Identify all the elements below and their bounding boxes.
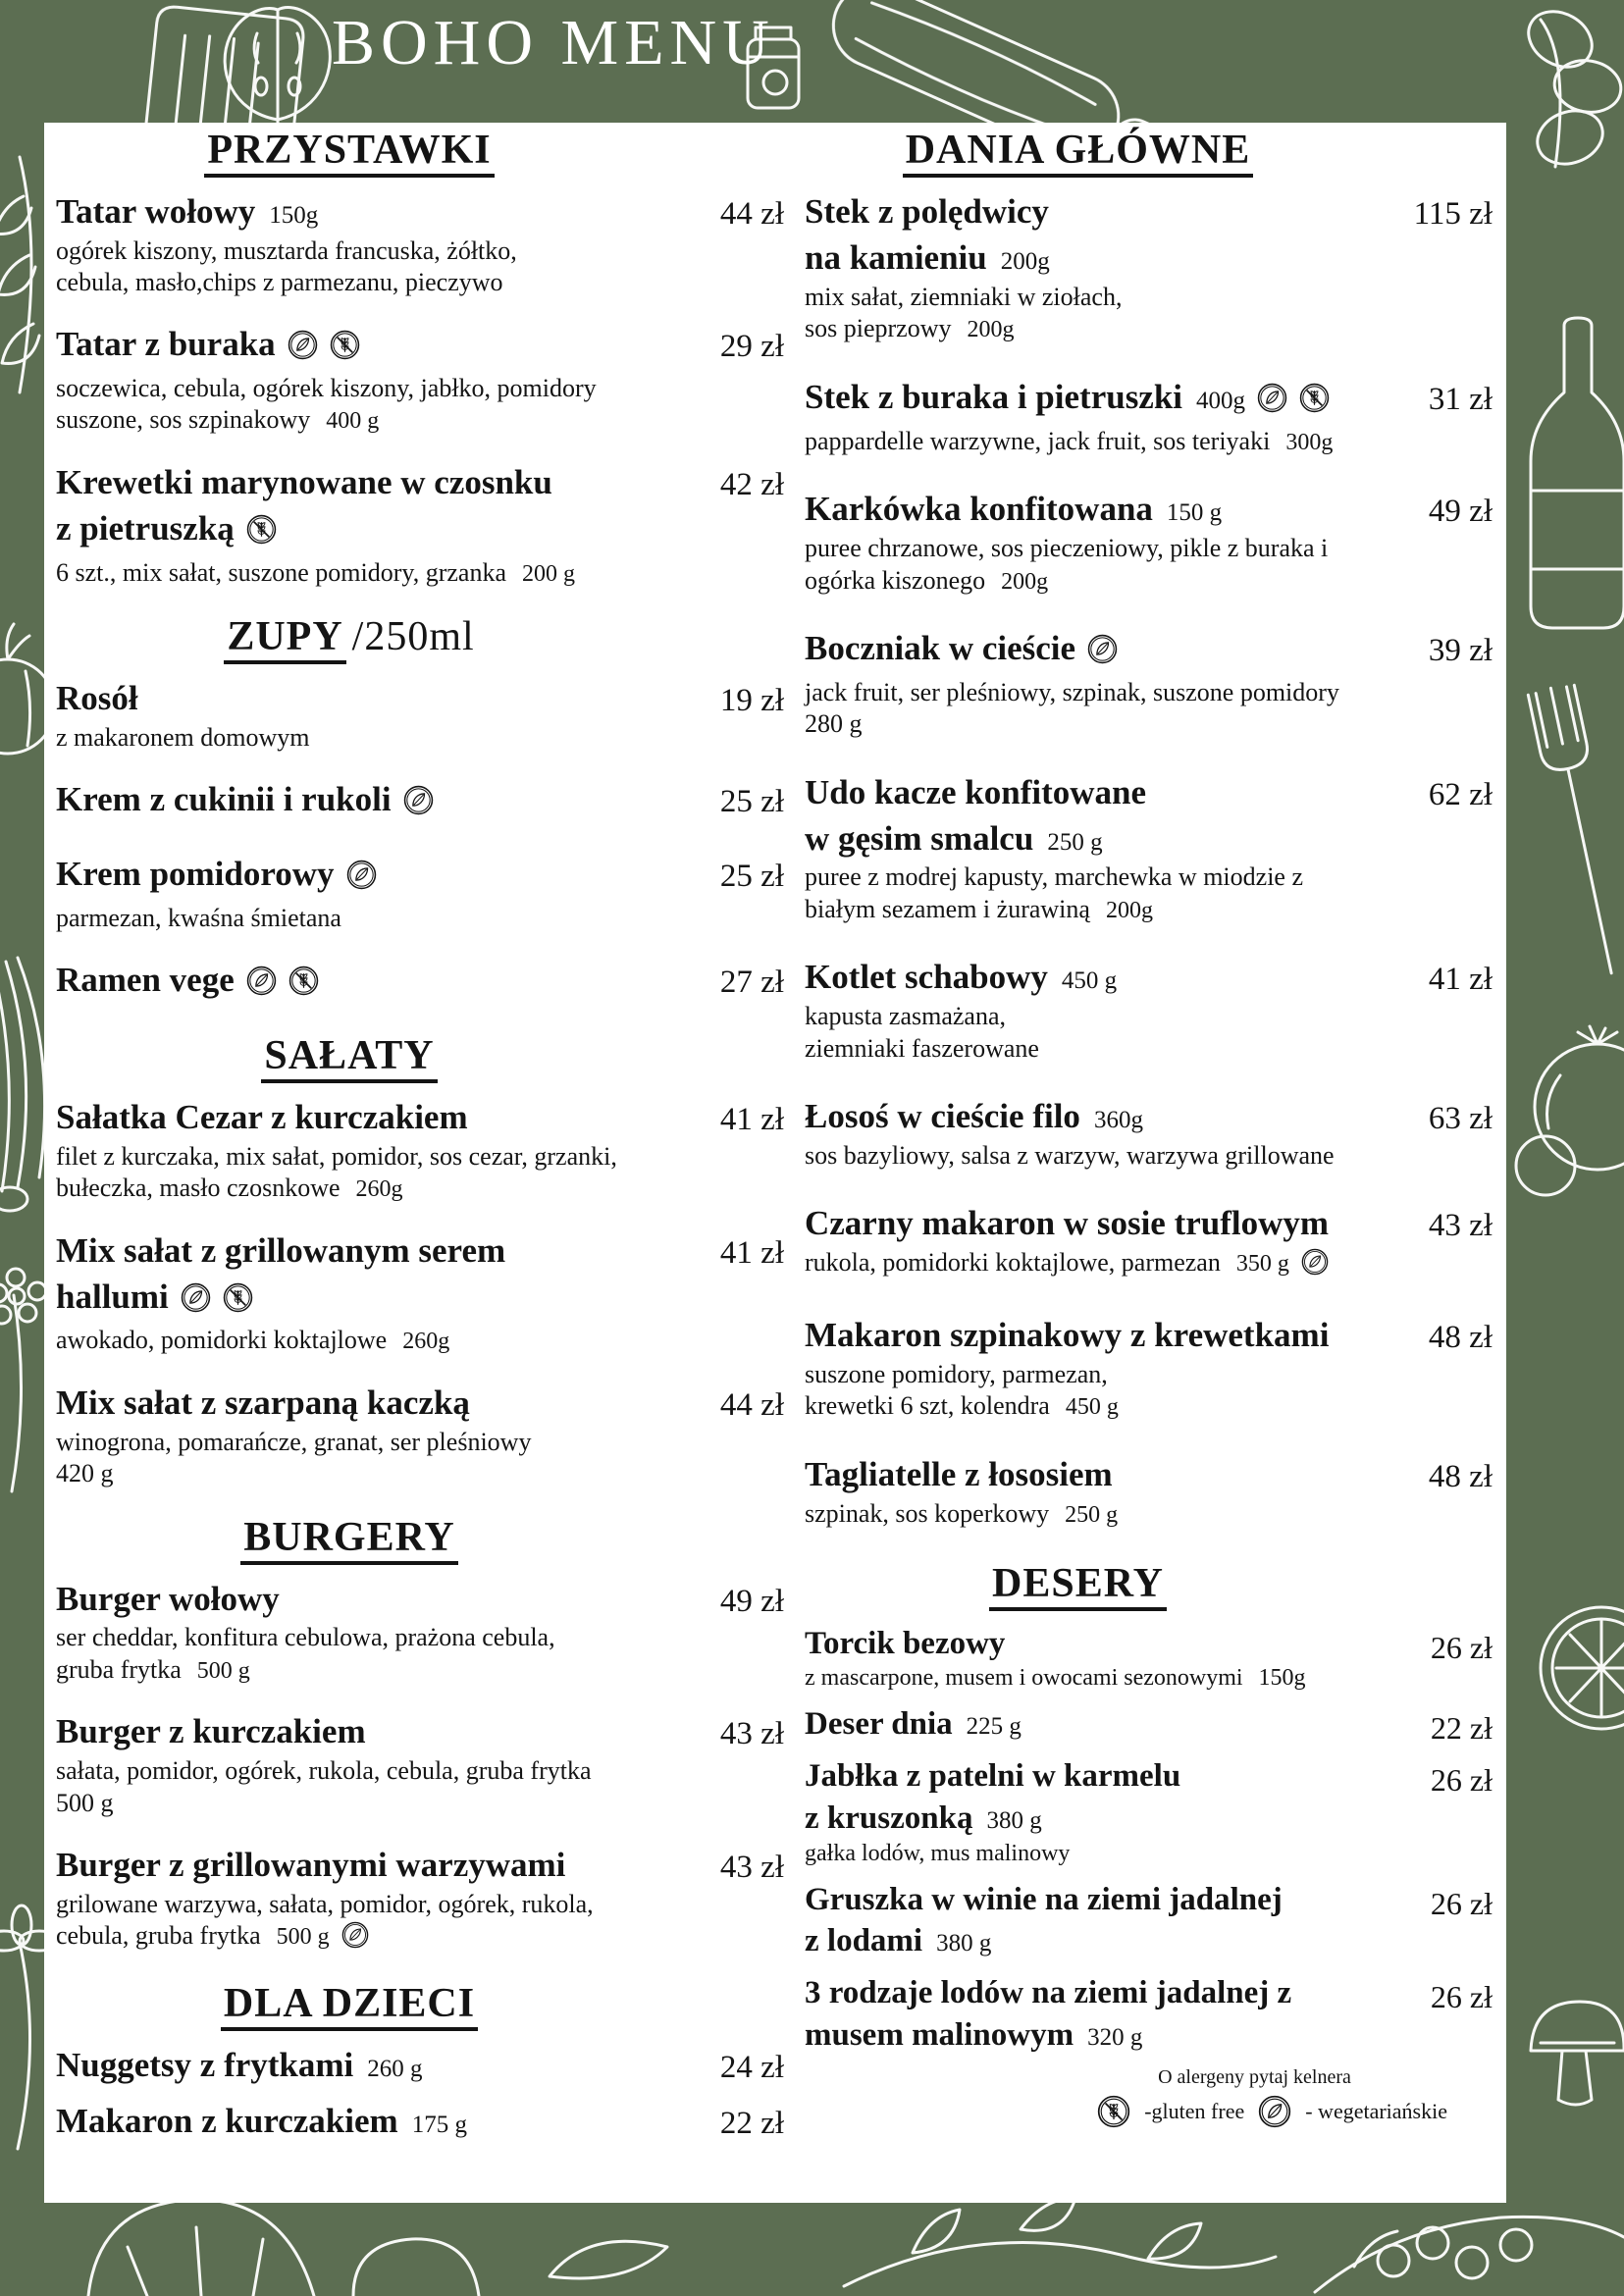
menu-item-body [56,777,790,828]
gluten-free-icon [288,963,319,1009]
menu-item [805,189,1498,345]
menu-item [56,189,790,298]
item-price: 26 zł [1430,1629,1493,1665]
item-name: Makaron z kurczakiem 175 g [56,2102,467,2141]
item-price: 63 zł [1428,1100,1493,1136]
item-name: Tagliatelle z łososiem [805,1454,1113,1493]
item-weight: 260g [402,1329,450,1355]
menu-item [805,1094,1498,1172]
menu-item [805,1313,1498,1423]
page-title: BOHO MENU [332,7,775,78]
item-description: gałka lodów, mus malinowy [805,1840,1071,1866]
scallions-icon [0,958,45,1211]
menu-item [56,322,790,437]
item-price: 25 zł [719,858,784,894]
item-weight: 200 g [522,561,575,588]
item-price: 26 zł [1430,1762,1493,1799]
title-band [0,0,1624,123]
tomatoes-icon [1516,1026,1624,1195]
item-weight: 320 g [1087,2024,1143,2052]
item-description: 420 g [56,1459,114,1488]
item-name: Makaron szpinakowy z krewetkami [805,1316,1330,1355]
menu-item-body [56,322,790,437]
menu-item [805,626,1498,740]
menu-item [805,487,1498,597]
item-name: Kotlet schabowy 450 g [805,958,1118,997]
item-description: mix sałat, ziemniaki w ziołach, [805,282,1123,311]
item-price: 24 zł [719,2050,784,2086]
section-burgery [56,1514,790,1957]
gluten-free-icon [223,1279,253,1326]
item-weight: 450 g [1061,967,1118,995]
vegetarian-icon [341,1921,369,1957]
mushrooms-right-icon [1531,2002,1624,2105]
item-description: cebula, masło,chips z parmezanu, pieczywo [56,268,503,297]
item-name: Krem pomidorowy [56,852,790,903]
vegetarian-icon [181,1279,211,1326]
menu-item-body [805,770,1498,926]
item-name: Burger z grillowanymi warzywami [56,1845,566,1884]
item-name: Czarny makaron w sosie truflowym [805,1203,1330,1242]
item-price: 19 zł [719,682,784,718]
menu-item-body [56,676,790,754]
mushrooms-bottom-icon [88,2200,667,2296]
vegetarian-icon [1087,631,1118,677]
item-description: sałata, pomidor, ogórek, rukola, cebula, gruba frytka [56,1756,592,1786]
item-weight: 260 g [367,2056,423,2083]
item-price: 43 zł [1428,1207,1493,1243]
menu-item [805,375,1498,458]
menu-item-body [805,1313,1498,1423]
item-name: Burger z kurczakiem [56,1712,366,1751]
item-name: z lodami 380 g [805,1923,992,1959]
item-price: 43 zł [719,1716,784,1752]
item-weight: 300g [1285,429,1334,455]
item-description: awokado, pomidorki koktajlowe 260g [56,1326,450,1355]
item-name: z pietruszką [56,506,790,557]
item-name: Rosół [56,678,138,717]
item-price: 48 zł [1428,1320,1493,1356]
item-name: Stek z polędwicy [805,192,1049,231]
item-description: puree chrzanowe, sos pieczeniowy, pikle z buraka i [805,534,1329,563]
item-price: 39 zł [1428,633,1493,669]
item-weight: 225 g [966,1713,1022,1741]
menu-item-body [56,1577,790,1687]
item-weight: 200g [1105,897,1153,923]
item-description: bułeczka, masło czosnkowe 260g [56,1173,403,1202]
item-description: 6 szt., mix sałat, suszone pomidory, grzanka 200 g [56,558,575,588]
item-weight: 150g [269,202,319,229]
menu-item-body [805,1703,1498,1746]
item-name: Karkówka konfitowana 150 g [805,490,1223,529]
item-description: winogrona, pomarańcze, granat, ser pleśniowy [56,1428,532,1457]
vegetarian-icon [1301,1248,1329,1283]
section-header: SAŁATY [56,1032,643,1079]
gluten-free-icon [1097,2095,1130,2128]
menu-item [56,852,790,934]
item-price: 22 zł [1430,1710,1493,1747]
item-name: Ramen vege [56,958,790,1009]
menu-item [56,460,790,590]
item-price: 42 zł [719,467,784,503]
item-name: Sałatka Cezar z kurczakiem [56,1097,468,1136]
item-description: rukola, pomidorki koktajlowe, parmezan 350 g [805,1247,1498,1283]
item-weight: 380 g [986,1806,1042,1834]
item-name: hallumi [56,1275,790,1326]
menu-item [56,1843,790,1957]
section-zupy [56,613,790,1009]
item-description: filet z kurczaka, mix sałat, pomidor, sos cezar, grzanki, [56,1141,617,1171]
menu-item-body [805,487,1498,597]
gluten-free-icon [1299,380,1330,426]
item-description: ogórka kiszonego 200g [805,565,1049,595]
menu-item-body [56,2043,790,2089]
gluten-free-label: -gluten free [1144,2099,1245,2124]
menu-item-body [56,1095,790,1205]
item-description: ser cheddar, konfitura cebulowa, prażona cebula, [56,1623,555,1652]
item-price: 26 zł [1430,1979,1493,2015]
item-weight: 400 g [326,408,380,435]
item-name: Burger wołowy [56,1579,280,1618]
leaves-left-icon [0,157,39,392]
icon-legend [805,2095,1498,2128]
allergen-footer [805,2066,1498,2128]
item-name: Nuggetsy z frytkami 260 g [56,2046,423,2085]
section-przystawki [56,127,790,590]
section-dla-dzieci [56,1980,790,2145]
menu-item-body [805,189,1498,345]
item-name: Krem z cukinii i rukoli [56,777,790,828]
item-weight: 500 g [276,1923,330,1950]
item-price: 26 zł [1430,1885,1493,1921]
item-description: szpinak, sos koperkowy 250 g [805,1498,1119,1528]
item-weight: 360g [1093,1106,1143,1133]
section-header: DESERY [805,1560,1351,1607]
item-description: krewetki 6 szt, kolendra 450 g [805,1391,1119,1421]
vegetarian-icon [346,857,377,903]
item-name: Udo kacze konfitowane [805,772,1147,811]
menu-item [56,1095,790,1205]
item-description: gruba frytka 500 g [56,1654,250,1684]
menu-item-body [56,958,790,1009]
berries-bottom-icon [1315,2217,1624,2292]
menu-item-body [805,955,1498,1064]
item-price: 25 zł [719,783,784,819]
item-description: sos pieprzowy 200g [805,314,1015,343]
item-name: 3 rodzaje lodów na ziemi jadalnej z [805,1975,1292,2011]
item-description: z makaronem domowym [56,722,310,752]
menu-item-body [805,1879,1498,1963]
section-sa-aty [56,1032,790,1490]
flower-left-icon [0,1269,46,1491]
item-description: 280 g [805,709,863,739]
menu-panel [44,123,1506,2203]
menu-item-body [805,1623,1498,1695]
menu-item [805,1703,1498,1746]
item-name: Stek z buraka i pietruszki 400g [805,375,1498,426]
item-price: 44 zł [719,196,784,232]
item-price: 22 zł [719,2106,784,2142]
item-name: na kamieniu 200g [805,237,1050,277]
menu-item-body [56,189,790,298]
menu-item [56,1381,790,1489]
item-name: Boczniak w cieście [805,626,1498,677]
section-header: PRZYSTAWKI [56,127,643,174]
sections-right [805,127,1498,2057]
item-name: Torcik bezowy [805,1625,1006,1661]
item-name: Jabłka z patelni w karmelu [805,1758,1181,1795]
item-weight: 450 g [1065,1394,1119,1421]
item-weight: 250 g [1065,1501,1119,1528]
item-price: 29 zł [719,329,784,365]
menu-item [805,1201,1498,1283]
item-description: kapusta zasmażana, [805,1002,1007,1031]
menu-item [56,1709,790,1818]
item-weight: 400g [1196,387,1246,414]
item-weight: 350 g [1235,1250,1289,1277]
menu-item [56,1228,790,1358]
item-weight: 250 g [1047,828,1103,856]
menu-item-body [805,1201,1498,1283]
item-description: soczewica, cebula, ogórek kiszony, jabłko, pomidory [56,374,597,403]
section-header: DLA DZIECI [56,1980,643,2027]
column-right [800,123,1506,2203]
menu-item [805,770,1498,926]
item-name: w gęsim smalcu 250 g [805,818,1103,858]
menu-item-body [56,1843,790,1957]
item-price: 48 zł [1428,1458,1493,1494]
item-name: Tatar wołowy 150g [56,192,319,231]
menu-item [56,958,790,1009]
item-price: 115 zł [1413,196,1493,232]
item-price: 49 zł [1428,494,1493,530]
item-weight: 500 g [196,1657,250,1684]
item-name: Mix sałat z szarpaną kaczką [56,1383,470,1423]
menu-item-body [805,1972,1498,2057]
olive-branch-icon [844,2198,1276,2286]
menu-item-body [805,626,1498,740]
vegetarian-icon [1257,380,1287,426]
item-weight: 150g [1258,1665,1306,1692]
menu-item [805,1755,1498,1869]
item-name: z kruszonką 380 g [805,1800,1042,1836]
item-price: 41 zł [1428,962,1493,998]
column-left [44,123,800,2203]
item-description: pappardelle warzywne, jack fruit, sos teriyaki 300g [805,426,1334,455]
wine-bottle-icon [1531,318,1624,628]
fork-icon [1528,683,1624,977]
item-price: 31 zł [1428,381,1493,417]
allergen-note: O alergeny pytaj kelnera [1158,2066,1351,2089]
item-weight: 150 g [1166,499,1223,527]
menu-item-body [805,1094,1498,1172]
vegetarian-icon [403,782,434,828]
item-weight: 200g [1001,568,1049,595]
item-weight: 380 g [936,1930,992,1957]
item-weight: 200g [1000,247,1050,275]
item-name: Gruszka w winie na ziemi jadalnej [805,1881,1283,1917]
vegetarian-icon [288,327,318,373]
item-description: parmezan, kwaśna śmietana [56,903,341,932]
item-description: 500 g [56,1788,114,1817]
section-dania-g-wne [805,127,1498,1531]
gluten-free-icon [330,327,360,373]
menu-item-body [56,1228,790,1358]
item-weight: 260g [355,1175,403,1202]
menu-item-body [56,460,790,590]
vegetarian-label: - wegetariańskie [1305,2099,1447,2124]
item-price: 41 zł [719,1234,784,1271]
item-description: cebula, gruba frytka 500 g [56,1920,790,1957]
item-description: grilowane warzywa, sałata, pomidor, ogórek, rukola, [56,1889,594,1918]
item-name: Mix sałat z grillowanym serem [56,1230,506,1270]
item-price: 44 zł [719,1387,784,1424]
item-price: 41 zł [719,1101,784,1137]
item-description: ziemniaki faszerowane [805,1033,1039,1063]
menu-item [56,1577,790,1687]
section-header: DANIA GŁÓWNE [805,127,1351,174]
menu-item-body [805,1452,1498,1531]
menu-item [805,1452,1498,1531]
item-price: 49 zł [719,1583,784,1619]
item-name: Tatar z buraka [56,322,790,373]
item-description: suszone, sos szpinakowy 400 g [56,405,380,435]
menu-item-body [805,375,1498,458]
item-price: 27 zł [719,964,784,1000]
citrus-slice-icon [1541,1607,1624,1729]
menu-item [805,1623,1498,1695]
item-name: Deser dnia 225 g [805,1706,1022,1743]
menu-item-body [56,2099,790,2145]
item-name: Łosoś w cieście filo 360g [805,1096,1143,1135]
menu-item [56,777,790,828]
menu-item-body [56,1709,790,1818]
item-weight: 200g [967,317,1015,343]
section-header: ZUPY /250ml [56,613,643,660]
item-description: sos bazyliowy, salsa z warzyw, warzywa grillowane [805,1140,1335,1170]
gluten-free-icon [246,511,277,557]
item-description: jack fruit, ser pleśniowy, szpinak, suszone pomidory [805,678,1339,707]
menu-item [56,2043,790,2089]
item-price: 43 zł [719,1849,784,1885]
item-description: ogórek kiszony, musztarda francuska, żółtko, [56,235,517,265]
item-description: puree z modrej kapusty, marchewka w miodzie z [805,862,1304,892]
section-header: BURGERY [56,1514,643,1561]
item-name: Krewetki marynowane w czosnku [56,463,552,502]
vegetarian-icon [1258,2095,1291,2128]
menu-item [805,955,1498,1064]
menu-item [805,1879,1498,1963]
item-description: z mascarpone, musem i owocami sezonowymi 150g [805,1665,1306,1692]
menu-item-body [805,1755,1498,1869]
vegetarian-icon [246,963,277,1009]
menu-item [805,1972,1498,2057]
menu-item-body [56,852,790,934]
menu-item-body [56,1381,790,1489]
menu-item [56,2099,790,2145]
item-name: musem malinowym 320 g [805,2017,1143,2054]
item-description: białym sezamem i żurawiną 200g [805,894,1153,923]
menu-item [56,676,790,754]
item-description: suszone pomidory, parmezan, [805,1359,1108,1388]
section-desery [805,1560,1498,2058]
item-price: 62 zł [1428,776,1493,812]
item-weight: 175 g [411,2112,467,2139]
